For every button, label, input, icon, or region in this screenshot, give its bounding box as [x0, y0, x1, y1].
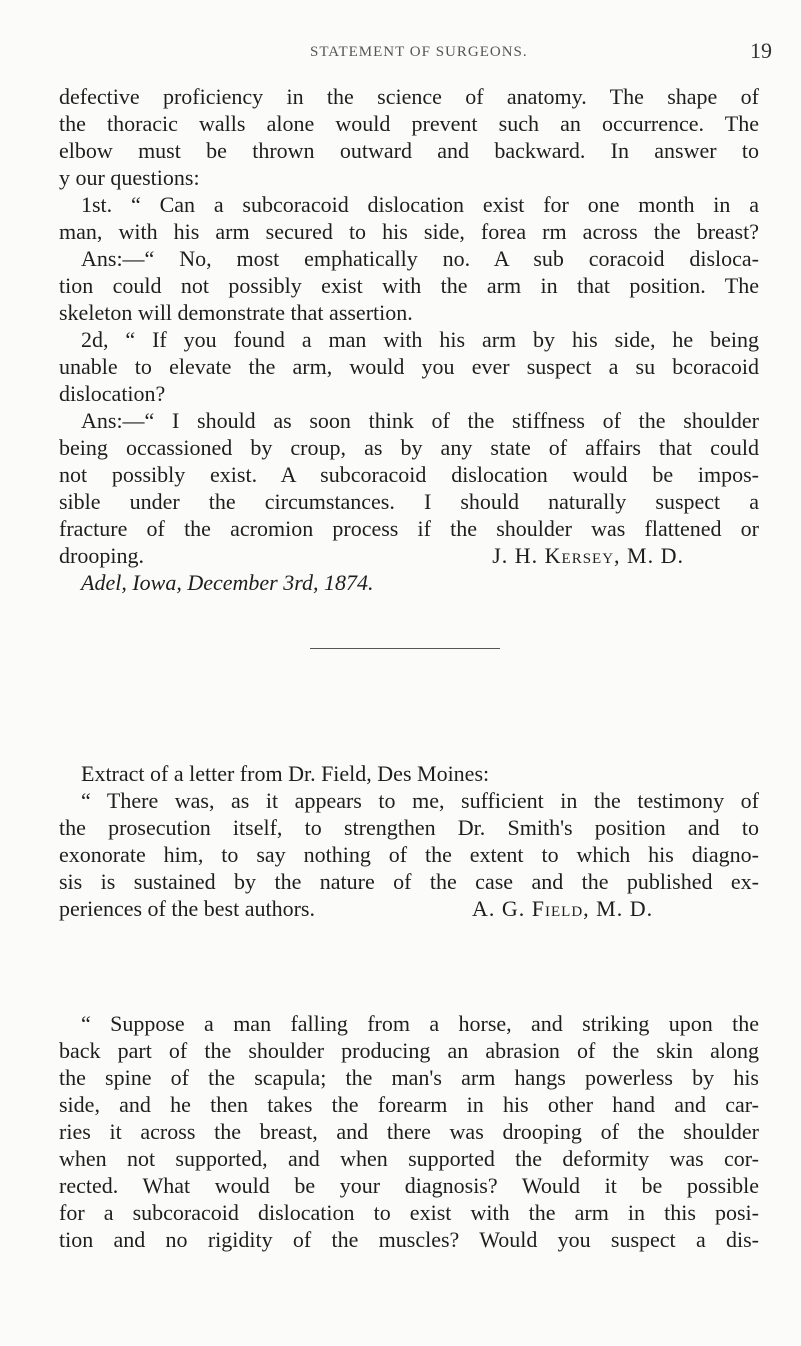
text-line: man, with his arm secured to his side, forea rm across the breast? — [59, 219, 759, 244]
answer-one-line: Ans:—“ No, most emphatically no. A sub coracoid disloca- — [81, 246, 759, 271]
text-line: being occassioned by croup, as by any state of affairs that could — [59, 435, 759, 460]
text-line: fracture of the acromion process if the shoulder was flattened or — [59, 516, 759, 541]
kersey-signature-block — [59, 542, 759, 596]
text-line: skeleton will demonstrate that assertion. — [59, 300, 413, 325]
text-line: unable to elevate the arm, would you ever suspect a su bcoracoid — [59, 354, 759, 379]
running-head: STATEMENT OF SURGEONS. — [310, 44, 528, 60]
question-two-line: 2d, “ If you found a man with his arm by his side, he being — [81, 327, 759, 352]
answer-two-line: Ans:—“ I should as soon think of the stiffness of the shoulder — [81, 408, 759, 433]
text-line: the thoracic walls alone would prevent such an occurrence. The — [59, 111, 759, 136]
section-divider — [310, 648, 500, 649]
text-line: not possibly exist. A subcoracoid dislocation would be impos- — [59, 462, 759, 487]
letter-intro: Extract of a letter from Dr. Field, Des Moines: — [81, 761, 490, 786]
hypothetical-case — [59, 1010, 759, 1253]
text-line: back part of the shoulder producing an abrasion of the skin along — [59, 1038, 759, 1063]
text-line: side, and he then takes the forearm in his other hand and car- — [59, 1092, 759, 1117]
signature: A. G. Field, M. D. — [472, 896, 654, 921]
dateline: Adel, Iowa, December 3rd, 1874. — [81, 570, 374, 595]
text-line: the spine of the scapula; the man's arm hangs powerless by his — [59, 1065, 759, 1090]
text-line: when not supported, and when supported the deformity was cor- — [59, 1146, 759, 1171]
text-line: tion could not possibly exist with the arm in that position. The — [59, 273, 759, 298]
text-line: elbow must be thrown outward and backward. In answer to — [59, 138, 759, 163]
text-line: defective proficiency in the science of anatomy. The shape of — [59, 84, 759, 109]
text-line: the prosecution itself, to strengthen Dr. Smith's position and to — [59, 815, 759, 840]
field-letter — [59, 760, 759, 922]
text-line: for a subcoracoid dislocation to exist with the arm in this posi- — [59, 1200, 759, 1225]
text-line: “ Suppose a man falling from a horse, and striking upon the — [81, 1011, 759, 1036]
text-line: sis is sustained by the nature of the case and the published ex- — [59, 869, 759, 894]
question-one-line: 1st. “ Can a subcoracoid dislocation exist for one month in a — [81, 192, 759, 217]
text-line: y our questions: — [59, 165, 200, 190]
text-line: ries it across the breast, and there was drooping of the shoulder — [59, 1119, 759, 1144]
page-header — [260, 38, 772, 74]
text-line: dislocation? — [59, 381, 166, 406]
signature: J. H. Kersey, M. D. — [492, 543, 684, 568]
text-line: tion and no rigidity of the muscles? Would you suspect a dis- — [59, 1227, 759, 1252]
text-line: periences of the best authors. — [59, 896, 315, 921]
text-line: drooping. — [59, 543, 144, 568]
text-line: exonorate him, to say nothing of the extent to which his diagno- — [59, 842, 759, 867]
page-number: 19 — [750, 38, 772, 63]
kersey-letter — [59, 83, 759, 569]
text-line: sible under the circumstances. I should naturally suspect a — [59, 489, 759, 514]
text-line: “ There was, as it appears to me, sufficient in the testimony of — [81, 788, 759, 813]
text-line: rected. What would be your diagnosis? Would it be possible — [59, 1173, 759, 1198]
